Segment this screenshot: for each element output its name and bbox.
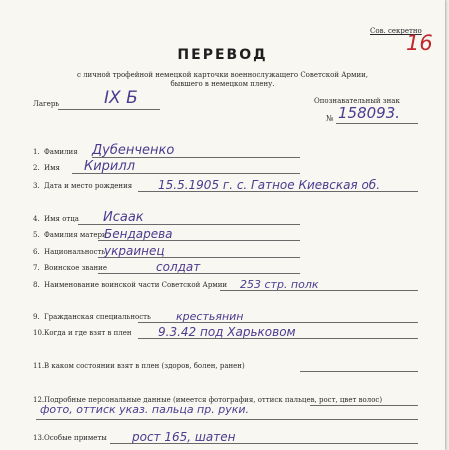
field-label: Наименование воинской части Советской Армии [44,281,228,289]
camp-value: IX Б [104,88,138,108]
field-label: Дата и место рождения [44,182,133,190]
field-label: Подробные персональные данные (имеется фотография, оттиск пальцев, рост, цвет волос) [44,396,383,404]
page-number: 16 [406,31,433,55]
field-label: Фамилия матери [44,231,107,239]
field-value: 9.3.42 под Харьковом [158,325,296,339]
field-number: 13. [33,434,45,442]
field-value: Исаак [103,210,144,225]
field-label: Когда и где взят в плен [44,329,132,337]
field-number: 7. [33,264,40,272]
document-subtitle-line1: с личной трофейной немецкой карточки военнослужащего Советской Армии, [76,71,369,79]
field-label: Национальность [44,248,106,256]
field-label: Имя [44,164,60,172]
field-value: крестьянин [176,310,244,323]
field-number: 5. [33,231,40,239]
field-value: солдат [156,260,201,274]
field-value: 15.5.1905 г. с. Гатное Киевская об. [158,178,381,192]
field-number: 4. [33,215,40,223]
field-value: фото, оттиск указ. пальца пр. руки. [40,403,250,416]
field-number: 8. [33,281,40,289]
document-title: ПЕРЕВОД [177,47,268,63]
field-value: украинец [104,244,165,258]
tag-value: 158093. [338,104,401,122]
field-value: 253 стр. полк [240,278,319,291]
field-value: Дубенченко [92,143,175,158]
camp-label: Лагерь [33,100,60,108]
field-value: рост 165, шатен [132,430,236,444]
field-number: 6. [33,248,40,256]
field-label: Особые приметы [44,434,107,442]
field-value: Бендарева [104,227,173,241]
field-number: 11. [33,362,45,370]
document-subtitle-line2: бывшего в немецком плену. [170,80,275,88]
field-label: Гражданская специальность [44,313,151,321]
field-label: В каком состоянии взят в плен (здоров, болен, ранен) [44,362,245,370]
field-number: 12. [33,396,45,404]
field-label: Имя отца [44,215,79,223]
tag-no-label: № [326,114,334,123]
field-number: 3. [33,182,40,190]
field-number: 10. [33,329,45,337]
field-label: Фамилия [44,148,78,156]
field-number: 9. [33,313,40,321]
field-number: 1. [33,148,40,156]
classification-stamp: Сов. секретно [370,27,422,35]
field-label: Воинское звание [44,264,107,272]
tag-label: Опознавательный знак [314,97,400,105]
field-number: 2. [33,164,40,172]
field-value: Кирилл [84,159,135,174]
